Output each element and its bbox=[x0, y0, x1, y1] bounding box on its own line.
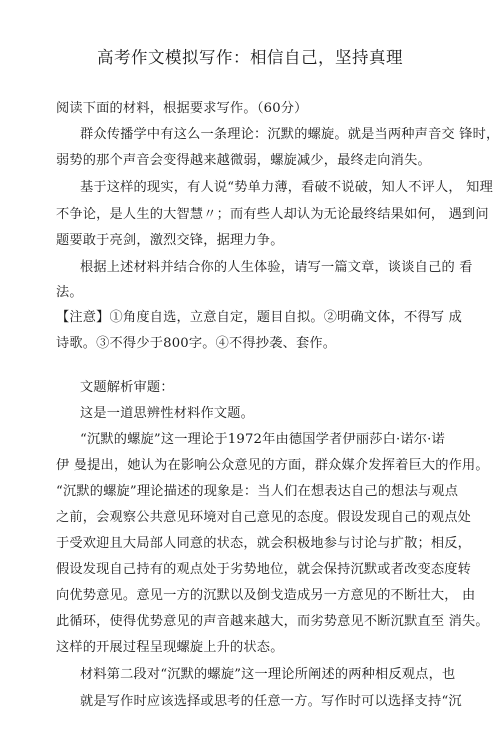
text-line: 伊 曼提出，她认为在影响公众意见的方面，群众媒介发挥着巨大的作用。 bbox=[56, 458, 489, 473]
page-title: 高考作文模拟写作：相信自己，坚持真理 bbox=[97, 48, 403, 67]
text-line: 假设发现自己持有的观点处于劣势地位，就会保持沉默或者改变态度转 bbox=[56, 562, 472, 577]
text-line: 材料第二段对“沉默的螺旋”这一理论所阐述的两种相反观点，也 bbox=[80, 667, 456, 682]
text-line: 诗歌。③不得少于800字。④不得抄袭、套作。 bbox=[56, 336, 337, 351]
text-line: 这是一道思辨性材料作文题。 bbox=[80, 406, 255, 421]
text-line: 阅读下面的材料，根据要求写作。（60分） bbox=[56, 101, 308, 116]
text-line: 【注意】①角度自选，立意自定，题目自拟。②明确文体，不得写 成 bbox=[56, 310, 463, 325]
text-line: 文题解析审题： bbox=[80, 380, 174, 395]
text-line: “沉默的螺旋”这一理论于1972年由德国学者伊丽莎白·诺尔·诺 bbox=[80, 432, 445, 447]
text-line: 向优势意见。意见一方的沉默以及倒戈造成另一方意见的不断壮大， 由 bbox=[56, 588, 476, 603]
text-line: 群众传播学中有这么一条理论：沉默的螺旋。就是当两种声音交 锋时， bbox=[80, 127, 500, 142]
text-line: 不争论，是人生的大智慧〃；而有些人却认为无论最终结果如何， 遇到问 bbox=[56, 207, 489, 222]
text-line: 这样的开展过程呈现螺旋上升的状态。 bbox=[56, 640, 284, 655]
text-line: 于受欢迎且大局部人同意的状态，就会积极地参与讨论与扩散；相反， bbox=[56, 536, 472, 551]
text-line: 此循环，使得优势意见的声音越来越大，而劣势意见不断沉默直至 消失。 bbox=[56, 614, 489, 629]
text-line: 法。 bbox=[56, 285, 83, 300]
text-line: 就是写作时应该选择或思考的任意一方。写作时可以选择支持“沉 bbox=[80, 694, 462, 709]
text-line: 基于这样的现实，有人说“势单力薄，看破不说破，知人不评人， 知理 bbox=[80, 180, 493, 195]
text-line: 之前，会观察公共意见环境对自己意见的态度。假设发现自己的观点处 bbox=[56, 510, 472, 525]
text-line: 根据上述材料并结合你的人生体验，请写一篇文章，谈谈自己的 看 bbox=[80, 260, 473, 275]
text-line: “沉默的螺旋”理论描述的现象是：当人们在想表达自己的想法与观点 bbox=[56, 484, 459, 499]
text-line: 题要敢于亮剑，激烈交锋，据理力争。 bbox=[56, 233, 284, 248]
text-line: 弱势的那个声音会变得越来越微弱，螺旋减少，最终走向消失。 bbox=[56, 153, 431, 168]
